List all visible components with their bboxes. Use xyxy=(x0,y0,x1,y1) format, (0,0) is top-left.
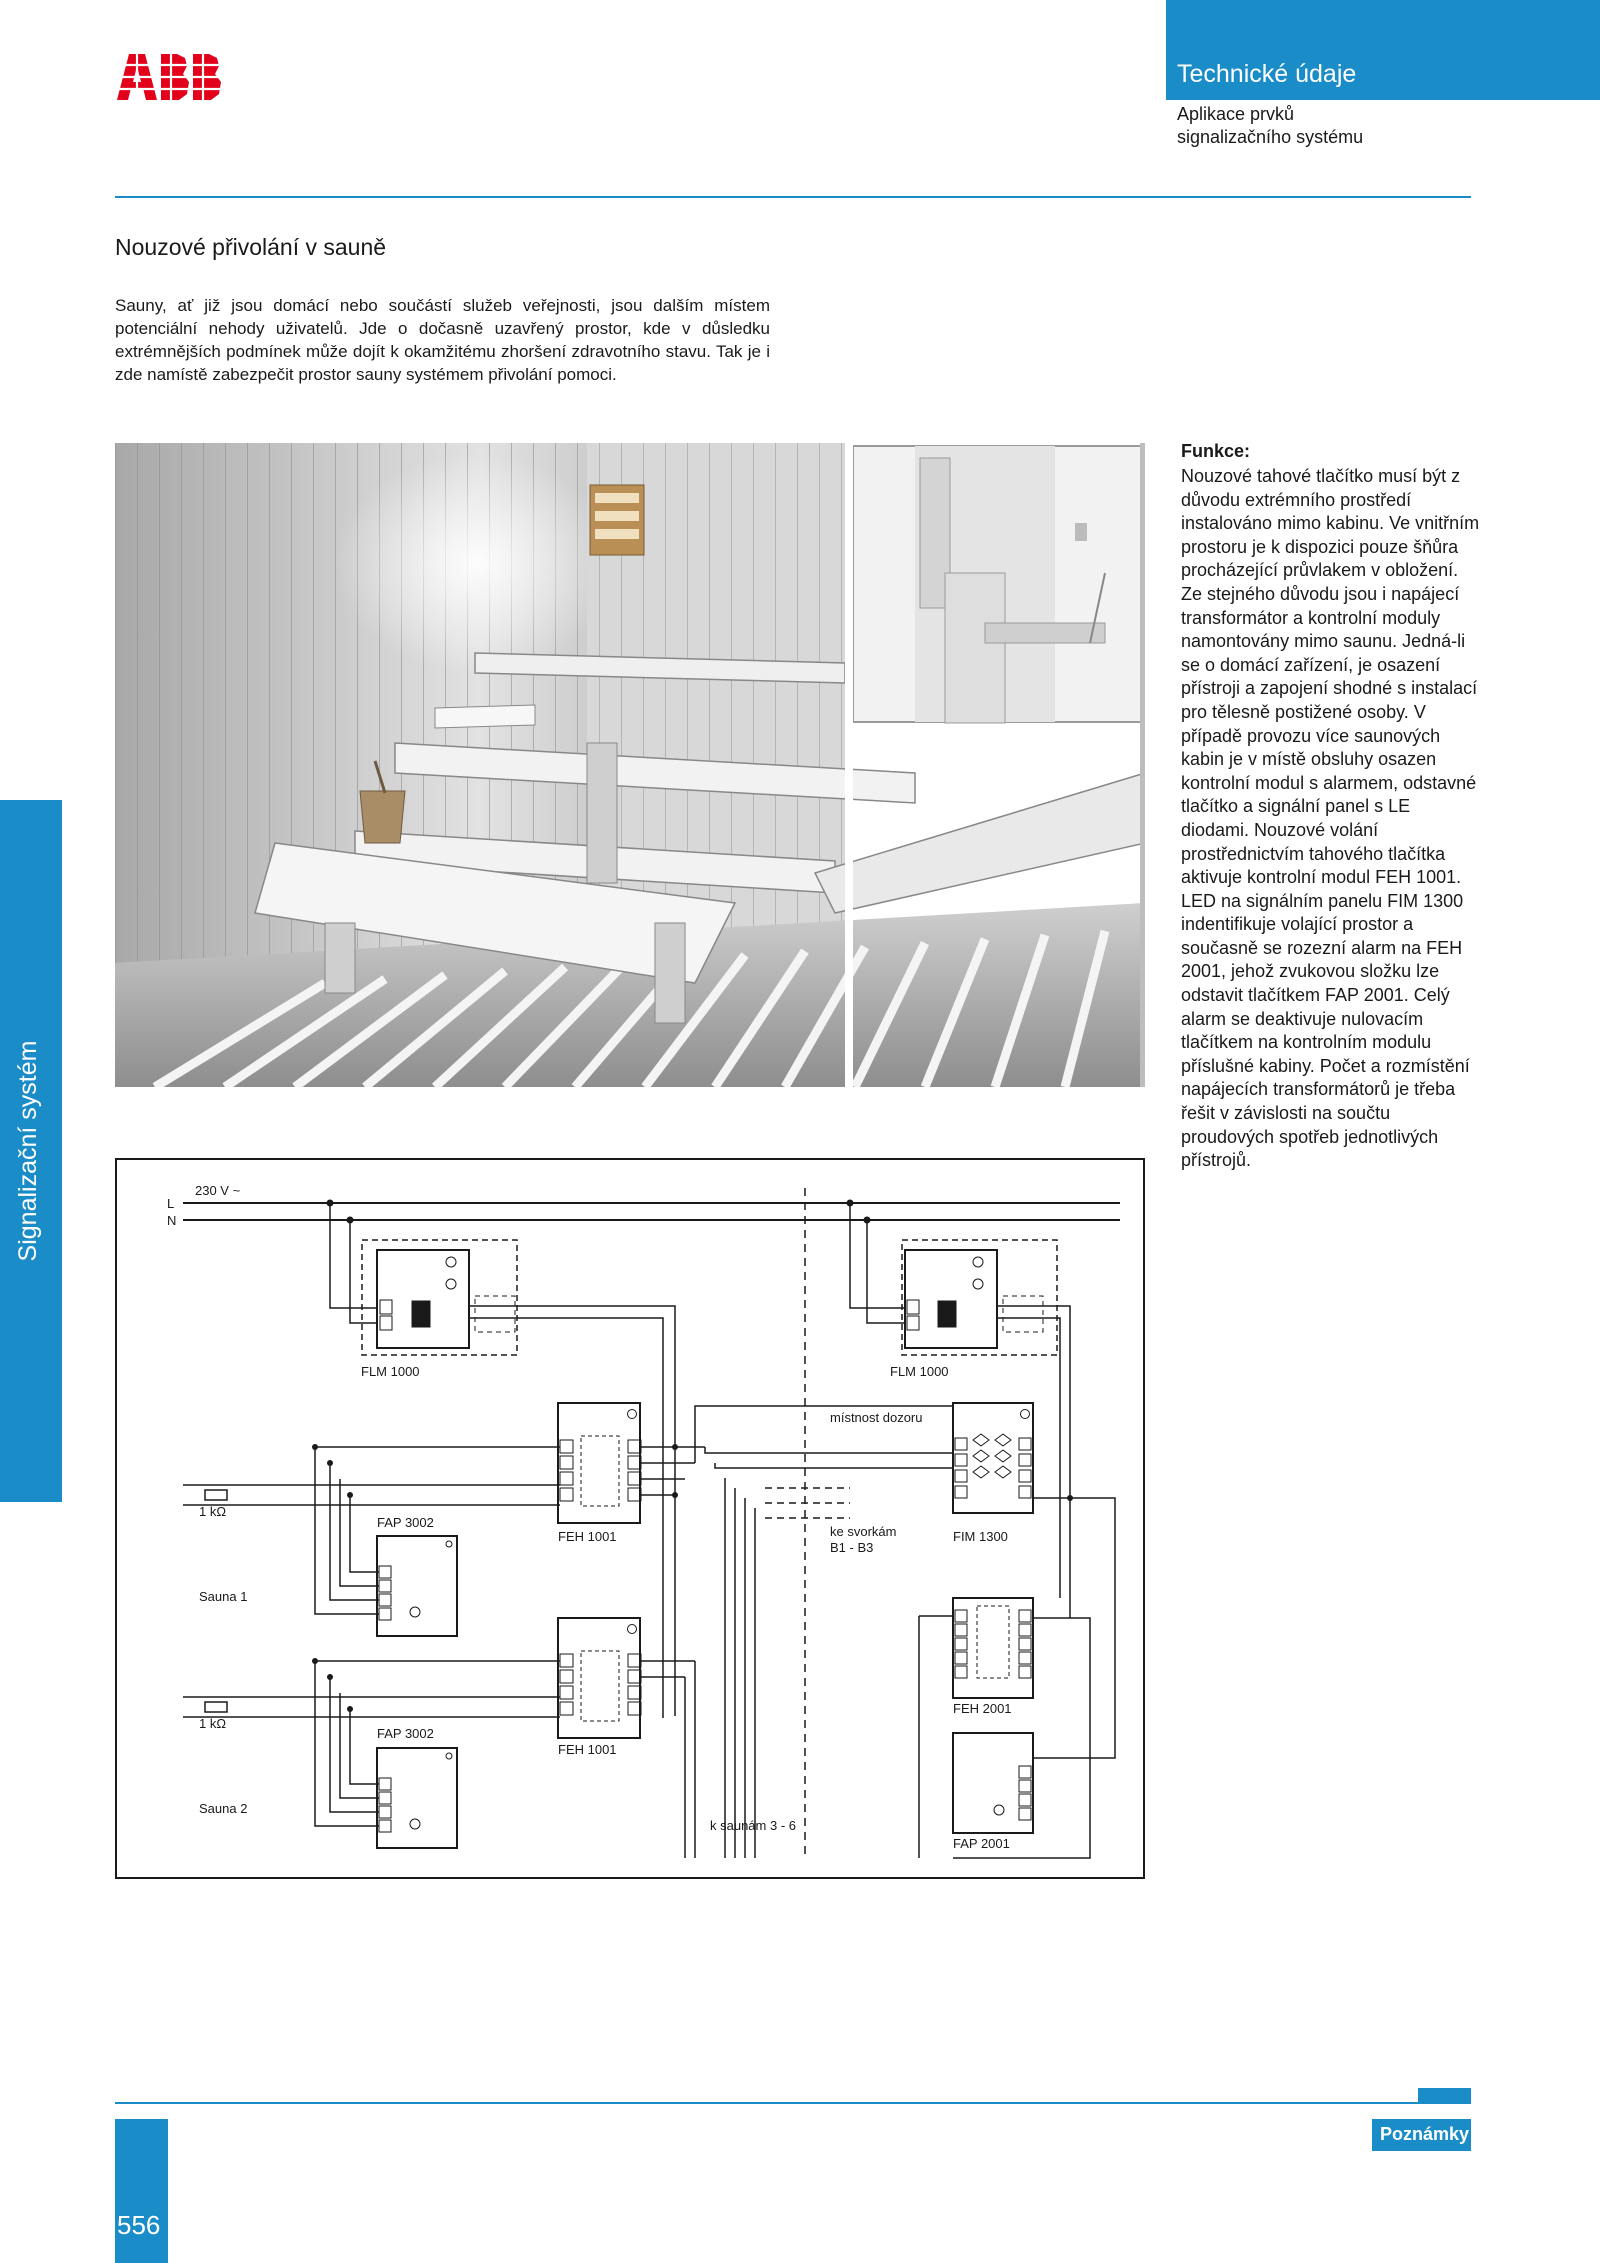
control-room-label: místnost dozoru xyxy=(830,1410,923,1425)
line-l-label: L xyxy=(167,1196,175,1211)
fap2001-label: FAP 2001 xyxy=(953,1836,1010,1851)
header-subtitle-line1: Aplikace prvků xyxy=(1177,104,1295,124)
intro-paragraph: Sauny, ať již jsou domácí nebo součástí služeb veřejnosti, jsou dalším místem potenciální nehody uživatelů. Jde o dočasně uzavřený prostor, kde v důsledku extrémnějších podmínek může dojít k okamžitému zhoršení zdravotního stavu. Tak je i zde namístě zabezpečit prostor sauny systémem přivolání pomoci. xyxy=(115,296,770,384)
supply-label: 230 V ~ xyxy=(195,1183,241,1198)
terminals-label-line2: B1 - B3 xyxy=(830,1540,874,1555)
wiring-diagram xyxy=(115,1158,1145,1879)
page-number: 556 xyxy=(117,2210,161,2240)
sauna2-label: Sauna 2 xyxy=(199,1801,248,1816)
sauna1-label: Sauna 1 xyxy=(199,1589,248,1604)
resistor1-label: 1 kΩ xyxy=(199,1504,227,1519)
bottom-divider-tab xyxy=(1418,2088,1471,2102)
top-divider xyxy=(115,196,1471,198)
page-number-tab xyxy=(115,2119,168,2263)
header-title: Technické údaje xyxy=(1177,60,1357,88)
funkce-title: Funkce: xyxy=(1181,441,1251,461)
section-title: Nouzové přivolání v sauně xyxy=(115,234,387,260)
feh1-label: FEH 1001 xyxy=(558,1529,617,1544)
line-n-label: N xyxy=(167,1213,177,1228)
flm-right-label: FLM 1000 xyxy=(890,1364,949,1379)
abb-logo xyxy=(115,52,227,102)
to-saunas-label: k saunám 3 - 6 xyxy=(710,1818,796,1833)
notes-label: Poznámky xyxy=(1380,2124,1470,2144)
sauna-illustration xyxy=(115,443,1145,1087)
fap2-label: FAP 3002 xyxy=(377,1726,434,1741)
fap1-label: FAP 3002 xyxy=(377,1515,434,1530)
feh2001-label: FEH 2001 xyxy=(953,1701,1012,1716)
header-subtitle xyxy=(1177,103,1577,149)
fim-label: FIM 1300 xyxy=(953,1529,1008,1544)
funkce-text: Nouzové tahové tlačítko musí být z důvodu extrémního prostředí instalováno mimo kabinu. Ve vnitřním prostoru je k dispozici pouze šňůra procházející průvlakem v obložení. Ze stejného důvodu jsou i napájecí transformátor a kontrolní moduly namontovány mimo saunu. Jedná-li se o domácí zařízení, je osazení přístroji a zapojení shodné s instalací pro tělesně postižené osoby. V případě provozu více saunových kabin je v místě obsluhy osazen kontrolní modul s alarmem, odstavné tlačítko a signální panel s LE diodami. Nouzové volání prostřednictvím tahového tlačítka aktivuje kontrolní modul FEH 1001. LED na signálním panelu FIM 1300 indentifikuje volající prostor a současně se rozezní alarm na FEH 2001, jehož zvukovou složku lze odstavit tlačítkem FAP 2001. Celý alarm se deaktivuje nulovacím tlačítkem na kontrolním modulu příslušné kabiny. Počet a rozmístění napájecích transformátorů je třeba řešit v závislosti na součtu proudových spotřeb jednotlivých přístrojů. xyxy=(1181,466,1480,1171)
side-tab-label: Signalizační systém xyxy=(14,1040,42,1262)
bottom-divider xyxy=(115,2102,1471,2104)
header-subtitle-line2: signalizačního systému xyxy=(1177,127,1364,147)
terminals-label-line1: ke svorkám xyxy=(830,1524,897,1539)
resistor2-label: 1 kΩ xyxy=(199,1716,227,1731)
flm-left-label: FLM 1000 xyxy=(361,1364,420,1379)
feh2-label: FEH 1001 xyxy=(558,1742,617,1757)
